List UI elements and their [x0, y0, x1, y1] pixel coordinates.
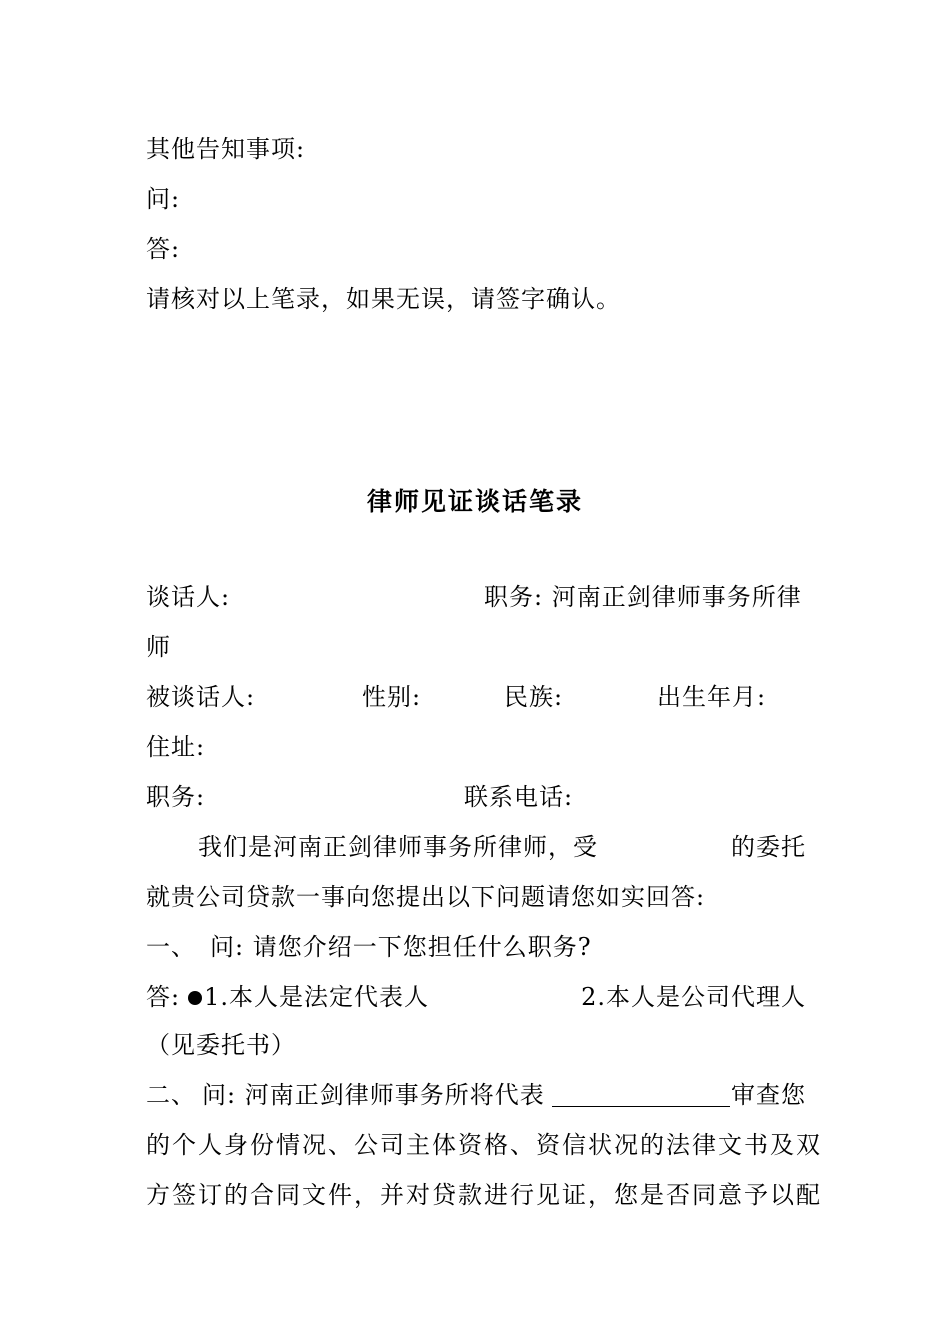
intro-text-b: 的委托	[731, 833, 806, 861]
job-row	[146, 782, 806, 812]
bullet-icon	[188, 991, 202, 1005]
position-label: 职务: 河南正剑律师事务所律	[484, 583, 802, 611]
question-label: 问:	[146, 185, 181, 213]
q1-option-1: 1.本人是法定代表人	[204, 983, 429, 1011]
interviewee-row	[146, 682, 806, 712]
gender-label: 性别:	[362, 683, 422, 711]
interviewer-row	[146, 582, 806, 612]
q1-option-2-continuation: （见委托书）	[146, 1031, 296, 1059]
q2-blank-line	[552, 1080, 730, 1107]
q1-answer-label: 答:	[146, 983, 181, 1011]
q1-row	[146, 932, 806, 962]
q1-number: 一、	[146, 933, 196, 961]
phone-label: 联系电话:	[464, 783, 574, 811]
confirm-text: 请核对以上笔录，如果无误，请签字确认。	[146, 285, 621, 313]
q2-line-2: 的个人身份情况、公司主体资格、资信状况的法律文书及双	[146, 1131, 822, 1159]
interviewer-label: 谈话人:	[146, 583, 231, 611]
intro-text-a: 我们是河南正剑律师事务所律师，受	[198, 833, 598, 861]
document-title: 律师见证谈话笔录	[366, 487, 583, 516]
q2-line-3: 方签订的合同文件，并对贷款进行见证，您是否同意予以配	[146, 1181, 822, 1209]
birth-label: 出生年月:	[657, 683, 767, 711]
q2-text-a: 问: 河南正剑律师事务所将代表	[202, 1081, 545, 1109]
answer-label: 答:	[146, 235, 181, 263]
q1-option-2: 2.本人是公司代理人	[581, 983, 806, 1011]
q2-row	[146, 1080, 806, 1110]
address-label: 住址:	[146, 733, 206, 761]
ethnicity-label: 民族:	[504, 683, 564, 711]
q2-number: 二、	[146, 1081, 196, 1109]
job-label: 职务:	[146, 783, 206, 811]
q1-question: 问: 请您介绍一下您担任什么职务?	[210, 933, 592, 961]
position-continuation: 师	[146, 633, 171, 661]
q1-answer-row	[146, 982, 806, 1012]
other-items-label: 其他告知事项:	[146, 135, 306, 163]
interviewee-label: 被谈话人:	[146, 683, 256, 711]
q2-text-b: 审查您	[731, 1081, 806, 1109]
intro-line-2: 就贵公司贷款一事向您提出以下问题请您如实回答:	[146, 883, 706, 911]
